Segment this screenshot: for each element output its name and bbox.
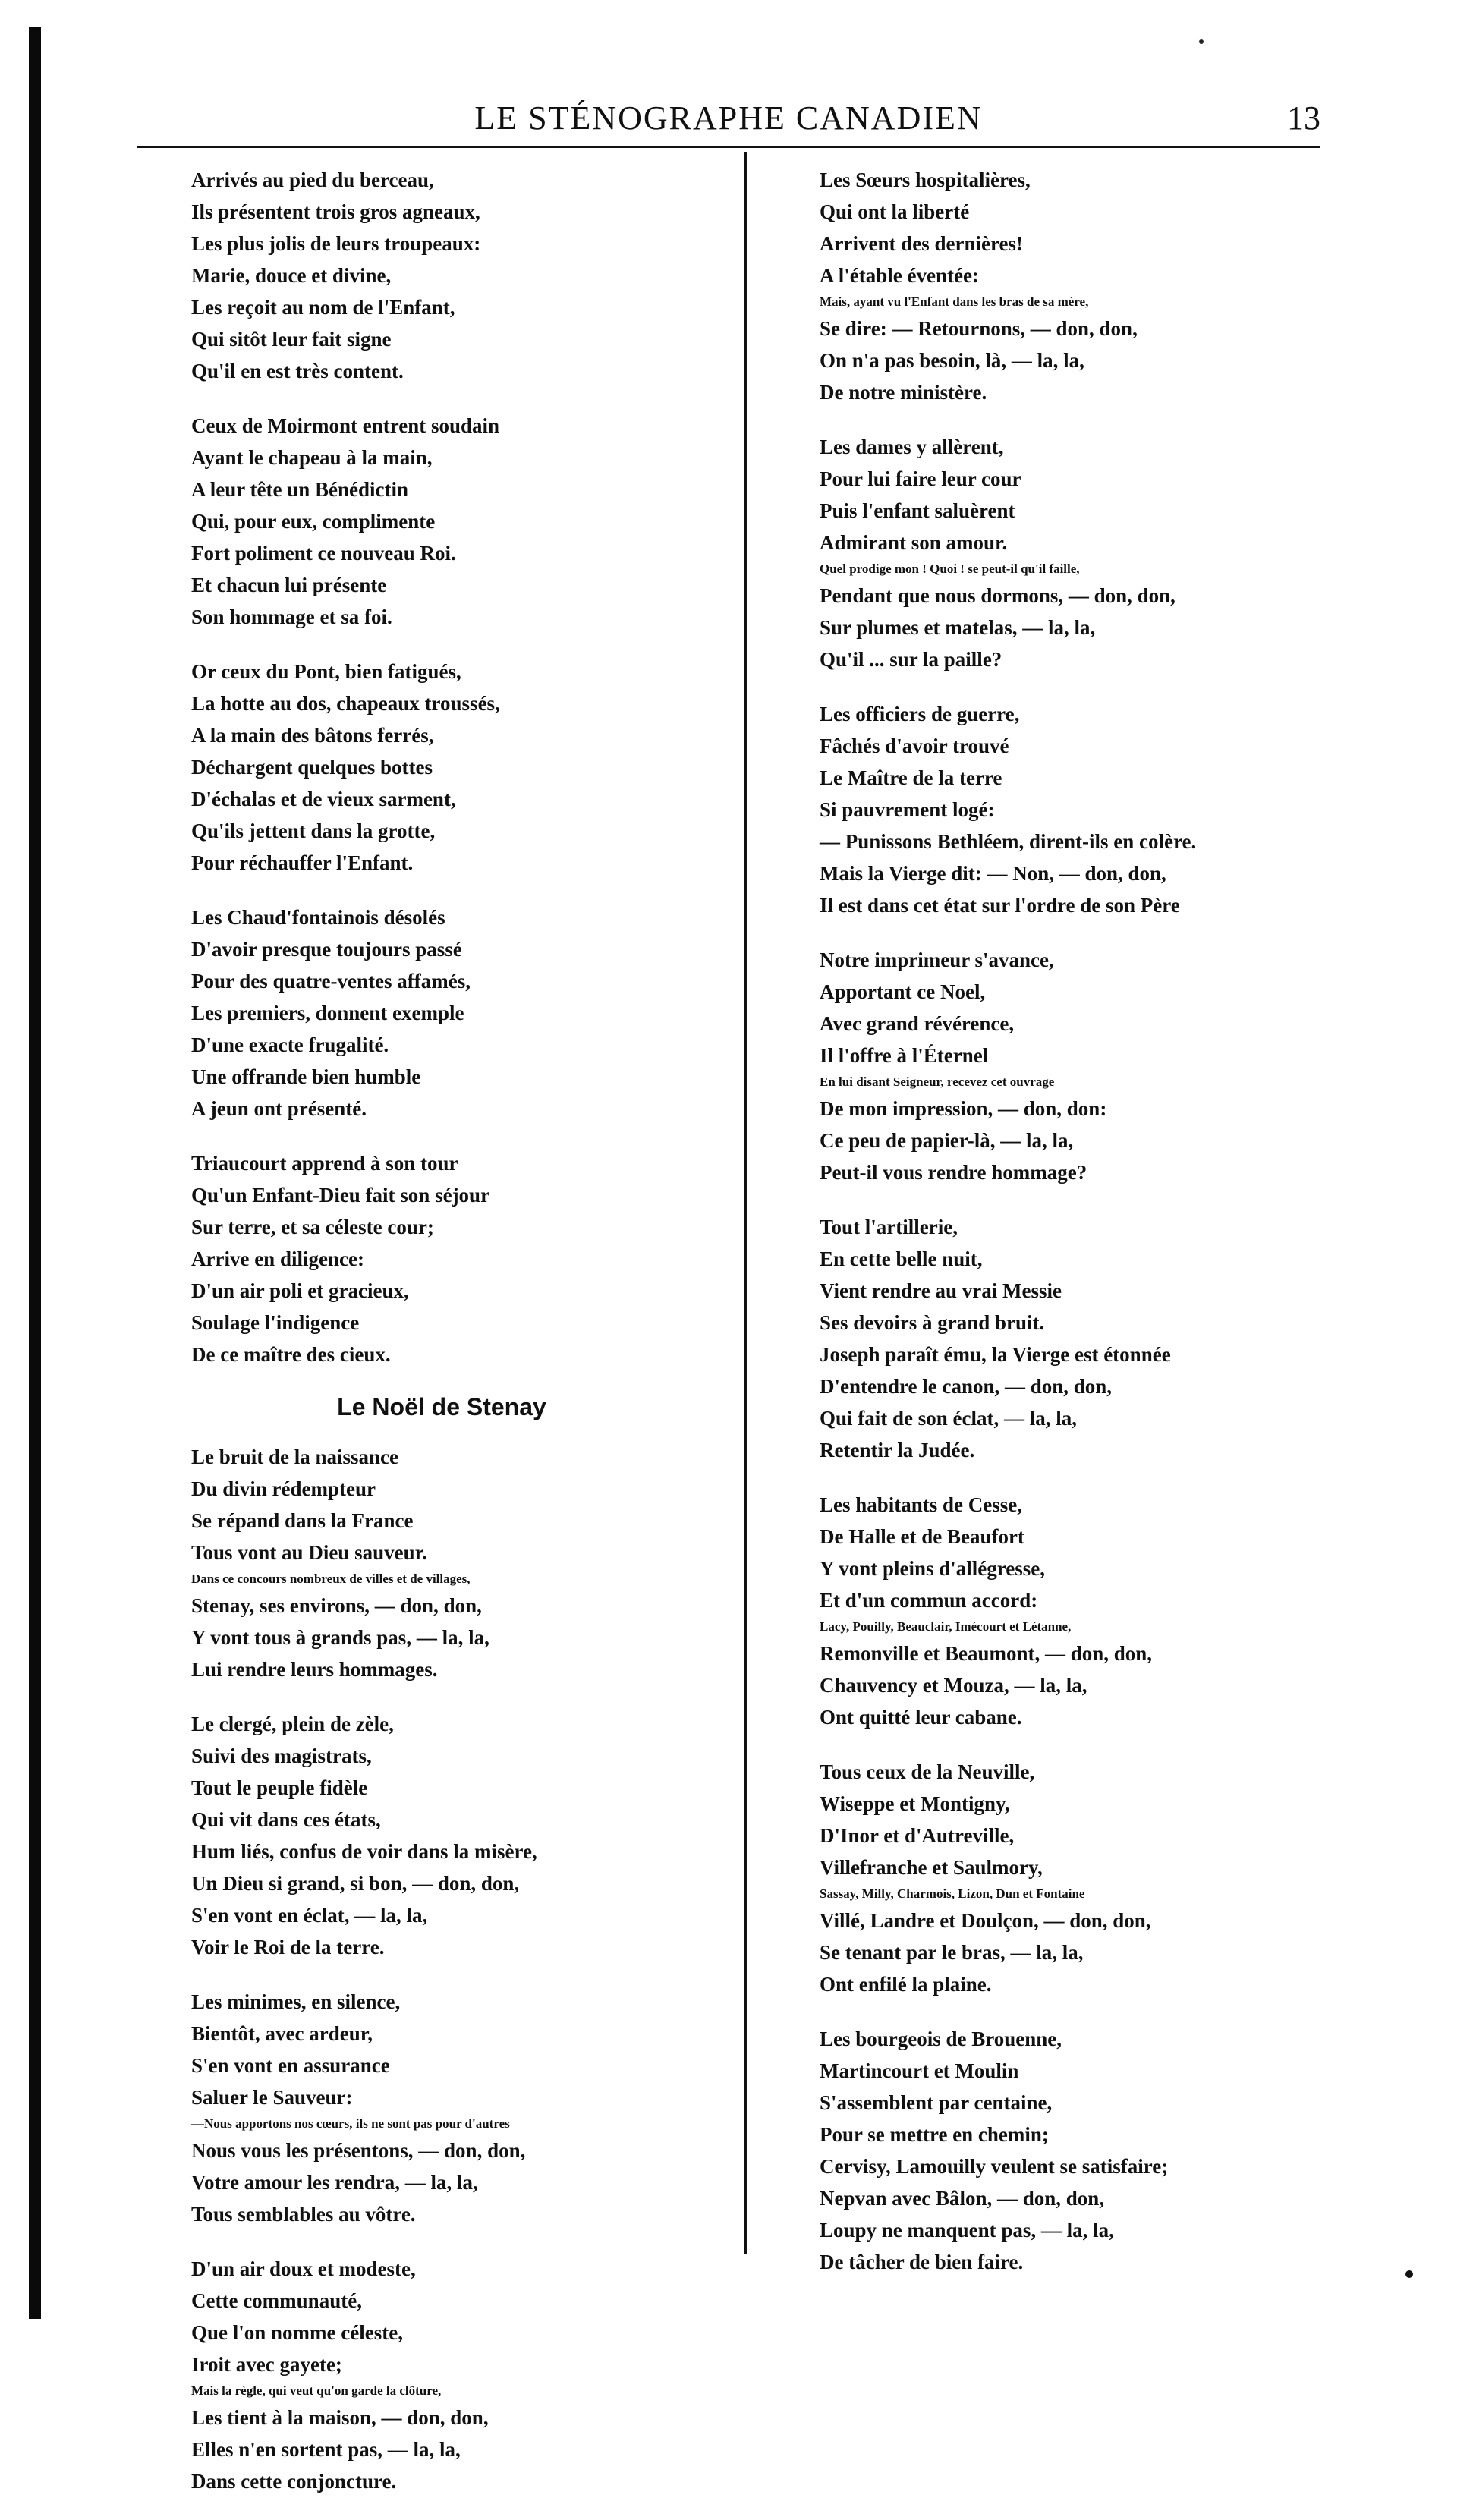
- verse-line: Les bourgeois de Brouenne,: [820, 2028, 1062, 2050]
- stanza: [191, 1986, 722, 2230]
- verse-line: Chauvency et Mouza, — la, la,: [820, 1674, 1087, 1697]
- verse-line: Tous semblables au vôtre.: [191, 2203, 416, 2226]
- verse-line: Et d'un commun accord:: [820, 1589, 1038, 1612]
- verse-line: Pour lui faire leur cour: [820, 467, 1021, 490]
- verse-line: Avec grand révérence,: [820, 1012, 1015, 1035]
- verse-line: Tout le peuple fidèle: [191, 1776, 368, 1799]
- verse-line: Bientôt, avec ardeur,: [191, 2022, 373, 2045]
- verse-line: Qu'il en est très content.: [191, 360, 404, 382]
- stanza: [820, 944, 1351, 1188]
- verse-line: Sur plumes et matelas, — la, la,: [820, 616, 1096, 639]
- verse-line: D'échalas et de vieux sarment,: [191, 788, 456, 810]
- verse-line: Stenay, ses environs, — don, don,: [191, 1594, 482, 1617]
- stanza: [820, 2023, 1351, 2278]
- verse-line: D'un air poli et gracieux,: [191, 1279, 409, 1302]
- verse-line: Pendant que nous dormons, — don, don,: [820, 584, 1176, 607]
- verse-line: Martincourt et Moulin: [820, 2059, 1019, 2082]
- verse-line: Les tient à la maison, — don, don,: [191, 2406, 489, 2429]
- verse-line: A l'étable éventée:: [820, 264, 979, 287]
- verse-line: A jeun ont présenté.: [191, 1097, 367, 1120]
- column-divider: [744, 152, 747, 2254]
- verse-line: Votre amour les rendra, — la, la,: [191, 2171, 478, 2194]
- header-rule: [137, 146, 1320, 148]
- verse-line: Triaucourt apprend à son tour: [191, 1152, 458, 1175]
- verse-line: Le clergé, plein de zèle,: [191, 1713, 394, 1735]
- stanza: [191, 2253, 722, 2497]
- verse-line: Fort poliment ce nouveau Roi.: [191, 542, 456, 565]
- verse-line: Wiseppe et Montigny,: [820, 1792, 1010, 1815]
- verse-line: Ayant le chapeau à la main,: [191, 446, 433, 469]
- verse-line: Voir le Roi de la terre.: [191, 1936, 385, 1958]
- verse-line: A leur tête un Bénédictin: [191, 478, 408, 501]
- verse-line: Arrivés au pied du berceau,: [191, 168, 434, 191]
- stanza: [191, 901, 722, 1125]
- verse-line: Si pauvrement logé:: [820, 798, 995, 821]
- verse-line: Retentir la Judée.: [820, 1439, 975, 1461]
- verse-line: Qui vit dans ces états,: [191, 1808, 381, 1831]
- verse-line: Nous vous les présentons, — don, don,: [191, 2139, 526, 2162]
- verse-line: Pour réchauffer l'Enfant.: [191, 851, 414, 874]
- verse-line: Ont quitté leur cabane.: [820, 1706, 1022, 1729]
- verse-line: A la main des bâtons ferrés,: [191, 724, 434, 747]
- verse-line: Il est dans cet état sur l'ordre de son Père: [820, 894, 1180, 917]
- verse-line: De tâcher de bien faire.: [820, 2251, 1024, 2273]
- stanza: [191, 410, 722, 633]
- verse-line: De notre ministère.: [820, 381, 987, 404]
- verse-line-small: Mais, ayant vu l'Enfant dans les bras de sa mère,: [820, 294, 1089, 309]
- verse-line: Un Dieu si grand, si bon, — don, don,: [191, 1872, 520, 1895]
- verse-line: Se dire: — Retournons, — don, don,: [820, 317, 1138, 340]
- verse-line: Elles n'en sortent pas, — la, la,: [191, 2438, 461, 2461]
- verse-line: Se tenant par le bras, — la, la,: [820, 1941, 1084, 1964]
- verse-line: Le Maître de la terre: [820, 766, 1002, 789]
- verse-line-small: Lacy, Pouilly, Beauclair, Imécourt et Létanne,: [820, 1619, 1072, 1634]
- verse-line: Qui, pour eux, complimente: [191, 510, 436, 533]
- verse-line: De Halle et de Beaufort: [820, 1525, 1024, 1548]
- verse-line: Fâchés d'avoir trouvé: [820, 735, 1009, 757]
- stanza: [820, 1489, 1351, 1733]
- verse-line: Vient rendre au vrai Messie: [820, 1279, 1062, 1302]
- stanza: [820, 698, 1351, 921]
- verse-line: Villefranche et Saulmory,: [820, 1856, 1043, 1879]
- verse-line: Y vont tous à grands pas, — la, la,: [191, 1626, 489, 1649]
- verse-line: Lui rendre leurs hommages.: [191, 1658, 438, 1681]
- verse-line-small: Sassay, Milly, Charmois, Lizon, Dun et Fontaine: [820, 1886, 1085, 1901]
- verse-line: Remonville et Beaumont, — don, don,: [820, 1642, 1153, 1665]
- verse-line: En cette belle nuit,: [820, 1247, 983, 1270]
- verse-line: Marie, douce et divine,: [191, 264, 392, 287]
- page-header: [137, 99, 1320, 152]
- verse-line: Déchargent quelques bottes: [191, 756, 433, 779]
- verse-line: Tous ceux de la Neuville,: [820, 1760, 1035, 1783]
- stanza: [820, 431, 1351, 675]
- verse-line: Une offrande bien humble: [191, 1065, 421, 1088]
- stray-ink-mark: [1199, 39, 1204, 44]
- verse-line: Sur terre, et sa céleste cour;: [191, 1216, 434, 1238]
- verse-line: Que l'on nomme céleste,: [191, 2321, 403, 2344]
- verse-line: Qui sitôt leur fait signe: [191, 328, 392, 351]
- verse-line: D'un air doux et modeste,: [191, 2257, 416, 2280]
- verse-line: Se répand dans la France: [191, 1509, 414, 1532]
- verse-line: Pour des quatre-ventes affamés,: [191, 970, 471, 993]
- verse-line: Les reçoit au nom de l'Enfant,: [191, 296, 455, 319]
- verse-line: Il l'offre à l'Éternel: [820, 1044, 989, 1067]
- ink-dot: [1405, 2270, 1413, 2278]
- verse-line: Arrive en diligence:: [191, 1247, 364, 1270]
- stanza: [820, 164, 1351, 408]
- verse-line: Nepvan avec Bâlon, — don, don,: [820, 2187, 1105, 2210]
- verse-line: Tous vont au Dieu sauveur.: [191, 1541, 427, 1564]
- verse-line: Tout l'artillerie,: [820, 1216, 958, 1238]
- verse-line: De ce maître des cieux.: [191, 1343, 391, 1366]
- verse-line: D'avoir presque toujours passé: [191, 938, 462, 961]
- verse-line: Les premiers, donnent exemple: [191, 1002, 464, 1024]
- verse-line: Notre imprimeur s'avance,: [820, 949, 1054, 971]
- left-column-stanzas-after: [191, 1441, 722, 2497]
- running-title: LE STÉNOGRAPHE CANADIEN: [474, 99, 983, 137]
- verse-line: Arrivent des dernières!: [820, 232, 1023, 255]
- verse-line: Admirant son amour.: [820, 531, 1008, 554]
- verse-line: Les dames y allèrent,: [820, 436, 1004, 458]
- verse-line: Les Chaud'fontainois désolés: [191, 906, 445, 929]
- stanza: [820, 1211, 1351, 1466]
- verse-line: Suivi des magistrats,: [191, 1744, 372, 1767]
- verse-line: Les Sœurs hospitalières,: [820, 168, 1031, 191]
- verse-line: — Punissons Bethléem, dirent-ils en colère.: [820, 830, 1197, 853]
- verse-line: Ce peu de papier-là, — la, la,: [820, 1129, 1074, 1152]
- right-column-stanzas: [820, 164, 1351, 2278]
- verse-line: Ses devoirs à grand bruit.: [820, 1311, 1045, 1334]
- verse-line-small: En lui disant Seigneur, recevez cet ouvrage: [820, 1074, 1055, 1089]
- verse-line: Qui fait de son éclat, — la, la,: [820, 1407, 1077, 1430]
- verse-line: Les habitants de Cesse,: [820, 1493, 1023, 1516]
- verse-line: Hum liés, confus de voir dans la misère,: [191, 1840, 537, 1863]
- stanza: [191, 656, 722, 879]
- verse-line-small: Mais la règle, qui veut qu'on garde la clôture,: [191, 2383, 442, 2398]
- page-margin-rule: [29, 27, 41, 2319]
- verse-line: Le bruit de la naissance: [191, 1446, 399, 1468]
- verse-line: Mais la Vierge dit: — Non, — don, don,: [820, 862, 1166, 885]
- verse-line-small: —Nous apportons nos cœurs, ils ne sont pas pour d'autres: [191, 2116, 510, 2131]
- verse-line: D'entendre le canon, — don, don,: [820, 1375, 1113, 1398]
- verse-line: Les officiers de guerre,: [820, 703, 1020, 725]
- verse-line: Villé, Landre et Doulçon, — don, don,: [820, 1909, 1151, 1932]
- right-column: [820, 164, 1351, 2301]
- verse-line: Son hommage et sa foi.: [191, 606, 392, 628]
- verse-line: S'en vont en éclat, — la, la,: [191, 1904, 428, 1927]
- verse-line: Iroit avec gayete;: [191, 2353, 342, 2376]
- verse-line: De mon impression, — don, don:: [820, 1097, 1107, 1120]
- verse-line: Qu'ils jettent dans la grotte,: [191, 820, 436, 842]
- verse-line: D'une exacte frugalité.: [191, 1033, 389, 1056]
- section-heading: Le Noël de Stenay: [337, 1393, 546, 1420]
- verse-line: Ont enfilé la plaine.: [820, 1973, 992, 1996]
- verse-line: Du divin rédempteur: [191, 1477, 376, 1500]
- verse-line: Soulage l'indigence: [191, 1311, 360, 1334]
- verse-line: La hotte au dos, chapeaux troussés,: [191, 692, 500, 715]
- verse-line: Y vont pleins d'allégresse,: [820, 1557, 1046, 1580]
- page-number: 13: [1287, 99, 1320, 137]
- verse-line: Les plus jolis de leurs troupeaux:: [191, 232, 481, 255]
- verse-line: Et chacun lui présente: [191, 574, 387, 596]
- stanza: [191, 1147, 722, 1370]
- verse-line: Les minimes, en silence,: [191, 1990, 401, 2013]
- verse-line: Dans cette conjoncture.: [191, 2470, 397, 2493]
- stanza: [191, 1708, 722, 1963]
- verse-line: Ils présentent trois gros agneaux,: [191, 200, 480, 223]
- verse-line: Qu'il ... sur la paille?: [820, 648, 1002, 671]
- verse-line: Loupy ne manquent pas, — la, la,: [820, 2219, 1114, 2242]
- left-column-stanzas-before: [191, 164, 722, 1370]
- verse-line: Apportant ce Noel,: [820, 980, 986, 1003]
- stanza: [820, 1756, 1351, 2000]
- verse-line: Or ceux du Pont, bien fatigués,: [191, 660, 461, 683]
- verse-line: Joseph paraît ému, la Vierge est étonnée: [820, 1343, 1171, 1366]
- verse-line: Pour se mettre en chemin;: [820, 2123, 1049, 2146]
- stanza: [191, 1441, 722, 1685]
- verse-line: S'assemblent par centaine,: [820, 2091, 1053, 2114]
- verse-line: Cervisy, Lamouilly veulent se satisfaire;: [820, 2155, 1169, 2178]
- verse-line-small: Dans ce concours nombreux de villes et de villages,: [191, 1571, 471, 1586]
- verse-line: S'en vont en assurance: [191, 2054, 390, 2077]
- verse-line: Ceux de Moirmont entrent soudain: [191, 414, 500, 437]
- verse-line: Cette communauté,: [191, 2289, 362, 2312]
- verse-line: Puis l'enfant saluèrent: [820, 499, 1015, 522]
- stanza: [191, 164, 722, 387]
- verse-line: Qui ont la liberté: [820, 200, 970, 223]
- verse-line: Peut-il vous rendre hommage?: [820, 1161, 1087, 1184]
- verse-line: Saluer le Sauveur:: [191, 2086, 353, 2109]
- left-column: [191, 164, 722, 2520]
- verse-line: D'Inor et d'Autreville,: [820, 1824, 1015, 1847]
- verse-line: Qu'un Enfant-Dieu fait son séjour: [191, 1184, 490, 1207]
- verse-line: On n'a pas besoin, là, — la, la,: [820, 349, 1084, 372]
- verse-line-small: Quel prodige mon ! Quoi ! se peut-il qu'il faille,: [820, 562, 1080, 576]
